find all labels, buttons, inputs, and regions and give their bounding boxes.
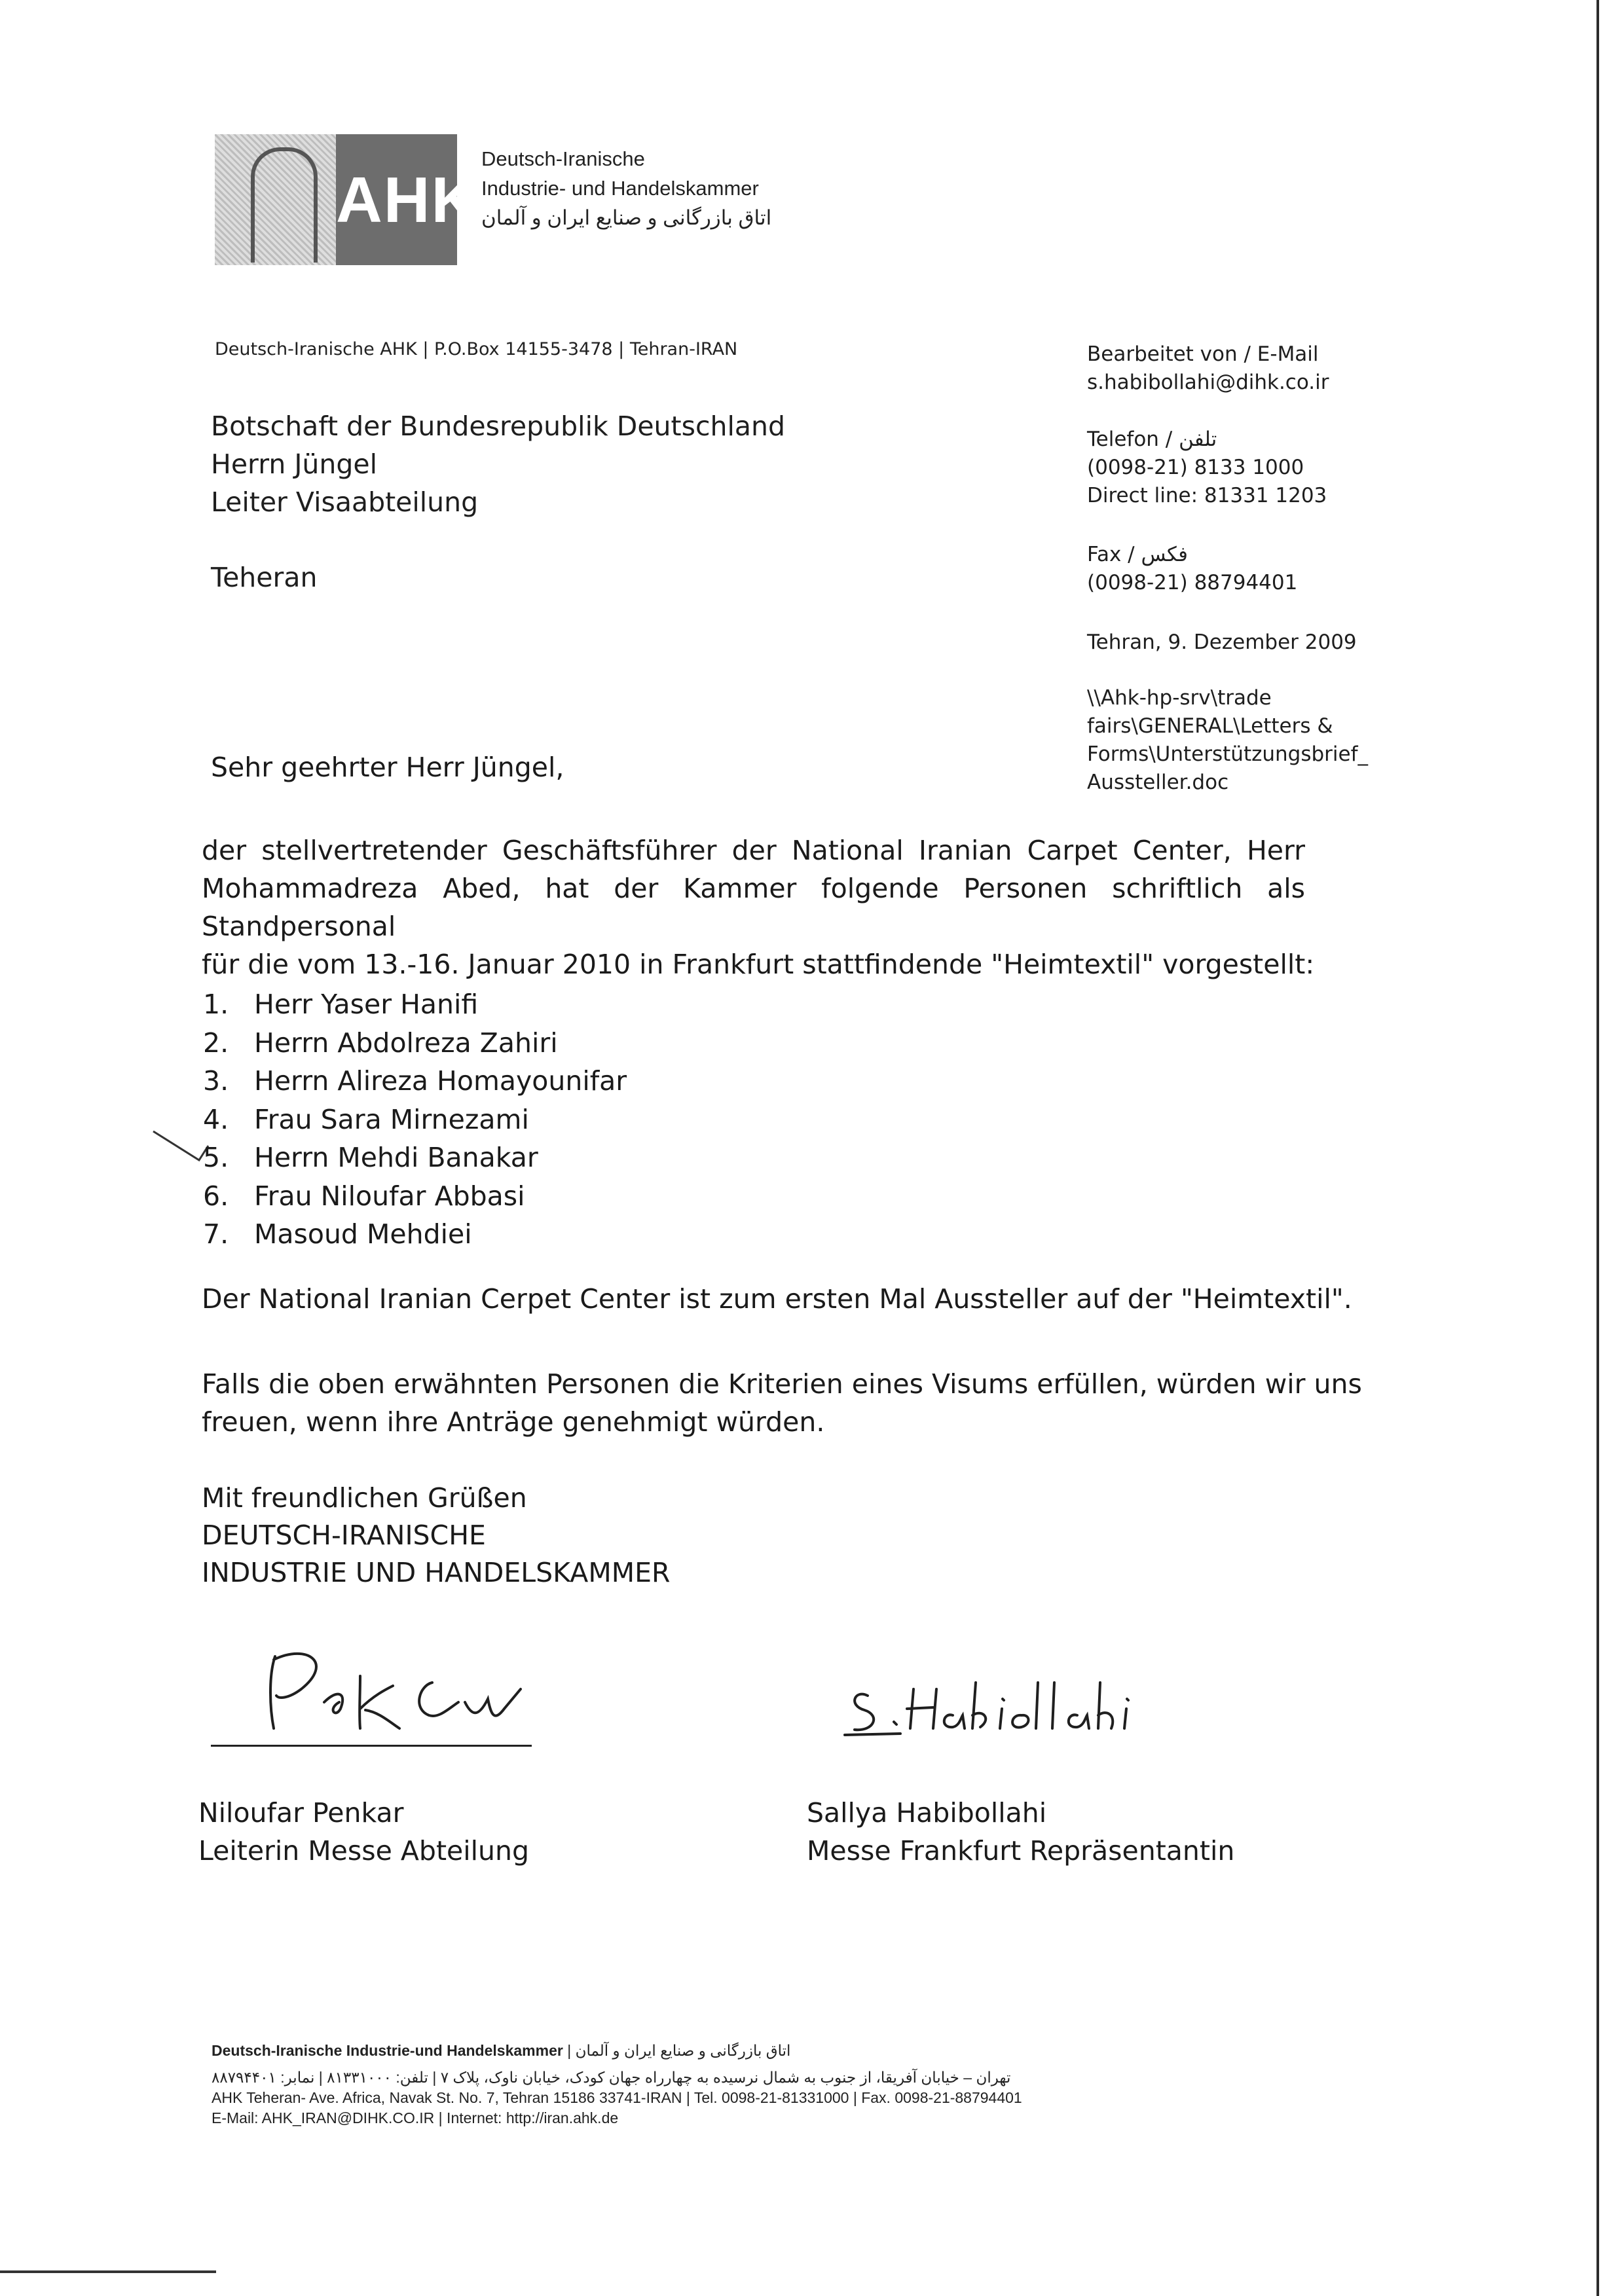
- ahk-logo: [215, 134, 479, 265]
- person-name: Herrn Alireza Homayounifar: [254, 1065, 627, 1097]
- contact-fax-block: [1087, 541, 1545, 597]
- contact-email-block: [1087, 340, 1545, 397]
- letter-footer: [212, 2041, 1377, 2128]
- person-name: Herrn Mehdi Banakar: [254, 1142, 538, 1173]
- file-path-line: Forms\Unterstützungsbrief_: [1087, 742, 1369, 766]
- recipient-line: Herrn Jüngel: [211, 448, 378, 480]
- scan-edge: [1596, 0, 1599, 2296]
- phone-number: (0098-21) 8133 1000: [1087, 456, 1304, 479]
- paragraph-line: freuen, wenn ihre Anträge genehmigt würden.: [202, 1406, 825, 1438]
- logo-text: AHK: [336, 134, 457, 265]
- list-number: 6.: [203, 1180, 229, 1212]
- footer-address-de: AHK Teheran- Ave. Africa, Navak St. No. 7, Tehran 15186 33741-IRAN | Tel. 0098-21-81331000 | Fax. 0098-21-88794401: [212, 2089, 1022, 2106]
- personnel-list: [203, 985, 627, 1254]
- list-item: [203, 1177, 627, 1216]
- closing: [202, 1480, 670, 1592]
- list-number: 3.: [203, 1065, 229, 1097]
- person-name: Herr Yaser Hanifi: [254, 989, 479, 1020]
- salutation: Sehr geehrter Herr Jüngel,: [211, 752, 564, 783]
- letter-date: Tehran, 9. Dezember 2009: [1087, 630, 1357, 654]
- check-mark-icon: [152, 1126, 211, 1165]
- org-line-persian: اتاق بازرگانی و صنایع ایران و آلمان: [481, 206, 772, 229]
- body-line: Mohammadreza Abed, hat der Kammer folgende Personen schriftlich als Standpersonal: [202, 873, 1305, 942]
- footer-org-fa: اتاق بازرگانی و صنایع ایران و آلمان: [575, 2042, 791, 2059]
- body-paragraph: [202, 831, 1315, 983]
- recipient-line: Botschaft der Bundesrepublik Deutschland: [211, 410, 786, 442]
- footer-org-de: Deutsch-Iranische Industrie-und Handelskammer: [212, 2042, 563, 2059]
- organization-name: [481, 144, 771, 232]
- list-number: 2.: [203, 1027, 229, 1059]
- file-path-line: Aussteller.doc: [1087, 771, 1229, 794]
- edited-by-label: Bearbeitet von / E-Mail: [1087, 342, 1319, 366]
- sender-address: Deutsch-Iranische AHK | P.O.Box 14155-3478 | Tehran-IRAN: [215, 339, 738, 359]
- footer-address-fa: تهران – خیابان آفریقا، از جنوب به شمال نرسیده به چهارراه جهان کودک، خیابان ناوک، پلاک ۷ | تلفن: ۸۱۳۳۱۰۰۰ | نمابر: ۸۸۷۹۴۴۰۱: [212, 2069, 1011, 2086]
- list-item: [203, 1215, 627, 1254]
- org-line: Deutsch-Iranische: [481, 147, 645, 170]
- signatory-title: Leiterin Messe Abteilung: [198, 1835, 530, 1867]
- recipient-line: Leiter Visaabteilung: [211, 486, 479, 518]
- visa-request-paragraph: [202, 1365, 1362, 1441]
- phone-label: Telefon / تلفن: [1087, 428, 1217, 451]
- person-name: Frau Sara Mirnezami: [254, 1103, 529, 1135]
- direct-line: Direct line: 81331 1203: [1087, 484, 1327, 507]
- closing-line: Mit freundlichen Grüßen: [202, 1482, 527, 1514]
- scan-edge: [0, 2270, 216, 2273]
- list-item: [203, 1101, 627, 1139]
- footer-separator: |: [567, 2042, 576, 2059]
- closing-line: INDUSTRIE UND HANDELSKAMMER: [202, 1557, 671, 1588]
- list-item: [203, 1024, 627, 1063]
- signatory-left: [198, 1794, 529, 1870]
- list-item: [203, 1062, 627, 1101]
- signatory-name: Sallya Habibollahi: [807, 1797, 1047, 1829]
- signature-penkar: [262, 1637, 550, 1741]
- footer-org: [212, 2041, 1377, 2061]
- recipient-city: Teheran: [211, 562, 318, 593]
- list-number: 5.: [203, 1142, 229, 1173]
- body-line: der stellvertretender Geschäftsführer der National Iranian Carpet Center, Herr: [202, 835, 1305, 866]
- signature-line: [211, 1745, 532, 1747]
- list-number: 7.: [203, 1218, 229, 1250]
- person-name: Masoud Mehdiei: [254, 1218, 472, 1250]
- list-number: 4.: [203, 1103, 229, 1135]
- tower-icon: [251, 147, 318, 263]
- file-path: [1087, 684, 1545, 797]
- contact-phone-block: [1087, 426, 1545, 510]
- signatory-title: Messe Frankfurt Repräsentantin: [807, 1835, 1235, 1867]
- contact-email: s.habibollahi@dihk.co.ir: [1087, 371, 1329, 394]
- fax-label: Fax / فکس: [1087, 543, 1188, 566]
- signatory-right: [807, 1794, 1234, 1870]
- paragraph-line: Falls die oben erwähnten Personen die Kriterien eines Visums erfüllen, würden wir uns: [202, 1368, 1362, 1400]
- signatory-name: Niloufar Penkar: [198, 1797, 404, 1829]
- person-name: Herrn Abdolreza Zahiri: [254, 1027, 558, 1059]
- list-number: 1.: [203, 989, 229, 1020]
- exhibitor-sentence: Der National Iranian Cerpet Center ist zum ersten Mal Aussteller auf der "Heimtextil".: [202, 1283, 1352, 1315]
- signature-habibollahi: [841, 1669, 1149, 1741]
- file-path-line: fairs\GENERAL\Letters &: [1087, 714, 1333, 738]
- closing-line: DEUTSCH-IRANISCHE: [202, 1520, 486, 1551]
- list-item: [203, 985, 627, 1024]
- person-name: Frau Niloufar Abbasi: [254, 1180, 525, 1212]
- footer-email-web: E-Mail: AHK_IRAN@DIHK.CO.IR | Internet: http://iran.ahk.de: [212, 2109, 619, 2126]
- list-item: [203, 1139, 627, 1177]
- fax-number: (0098-21) 88794401: [1087, 571, 1298, 594]
- file-path-line: \\Ahk-hp-srv\trade: [1087, 686, 1272, 710]
- org-line: Industrie- und Handelskammer: [481, 177, 759, 200]
- body-line: für die vom 13.-16. Januar 2010 in Frankfurt stattfindende "Heimtextil" vorgestellt:: [202, 949, 1315, 980]
